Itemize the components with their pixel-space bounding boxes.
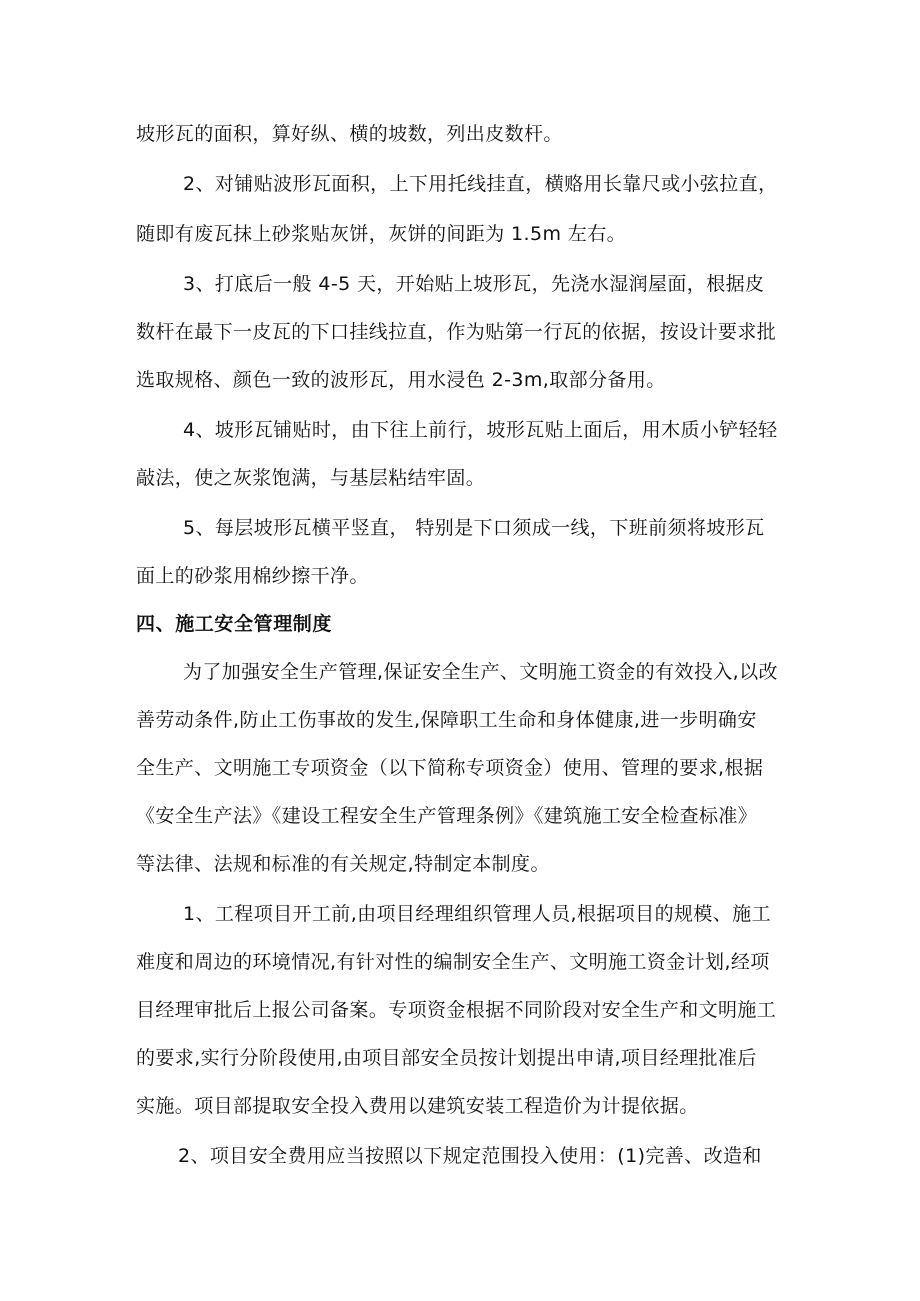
section-heading: 四、施工安全管理制度 (136, 613, 333, 635)
paragraph-line: 面上的砂浆用棉纱擦干净。 (136, 565, 369, 587)
paragraph-line: 3、打底后一般 4-5 天，开始贴上坡形瓦，先浇水湿润屋面，根据皮 (183, 273, 765, 295)
paragraph-line: 为了加强安全生产管理,保证安全生产、文明施工资金的有效投入,以改 (183, 661, 778, 683)
paragraph-line: 善劳动条件,防止工伤事故的发生,保障职工生命和身体健康,进一步明确安 (136, 709, 757, 731)
paragraph-line: 等法律、法规和标准的有关规定,特制定本制度。 (136, 853, 550, 875)
paragraph-line: 坡形瓦的面积，算好纵、横的坡数，列出皮数杆。 (136, 123, 563, 145)
paragraph-line: 4、坡形瓦铺贴时，由下往上前行，坡形瓦贴上面后，用木质小铲轻轻 (183, 419, 778, 441)
paragraph-line: 数杆在最下一皮瓦的下口挂线拉直，作为贴第一行瓦的依据，按设计要求批 (136, 321, 777, 343)
paragraph-line: 的要求,实行分阶段使用,由项目部安全员按计划提出申请,项目经理批准后 (136, 1047, 757, 1069)
paragraph-line: 实施。项目部提取安全投入费用以建筑安装工程造价为计提依据。 (136, 1095, 699, 1117)
paragraph-line: 2、对铺贴波形瓦面积，上下用托线挂直，横赂用长靠尺或小弦拉直， (183, 173, 778, 195)
paragraph-line: 1、工程项目开工前,由项目经理组织管理人员,根据项目的规模、施工 (183, 903, 771, 925)
paragraph-line: 2、项目安全费用应当按照以下规定范围投入使用：(1)完善、改造和 (178, 1145, 762, 1167)
paragraph-line: 选取规格、颜色一致的波形瓦，用水浸色 2-3m,取部分备用。 (136, 369, 666, 391)
paragraph-line: 全生产、文明施工专项资金（以下简称专项资金）使用、管理的要求,根据 (136, 757, 764, 779)
paragraph-line: 目经理审批后上报公司备案。专项资金根据不同阶段对安全生产和文明施工 (136, 999, 777, 1021)
paragraph-line: 5、每层坡形瓦横平竖直， 特别是下口须成一线，下班前须将坡形瓦 (183, 517, 765, 539)
paragraph-line: 敲法，使之灰浆饱满，与基层粘结牢固。 (136, 467, 486, 489)
paragraph-line: 《安全生产法》《建设工程安全生产管理条例》《建筑施工安全检查标准》 (136, 805, 758, 827)
paragraph-line: 难度和周边的环境情况,有针对性的编制安全生产、文明施工资金计划,经项 (136, 951, 770, 973)
paragraph-line: 随即有废瓦抹上砂浆贴灰饼，灰饼的间距为 1.5m 左右。 (136, 223, 627, 245)
